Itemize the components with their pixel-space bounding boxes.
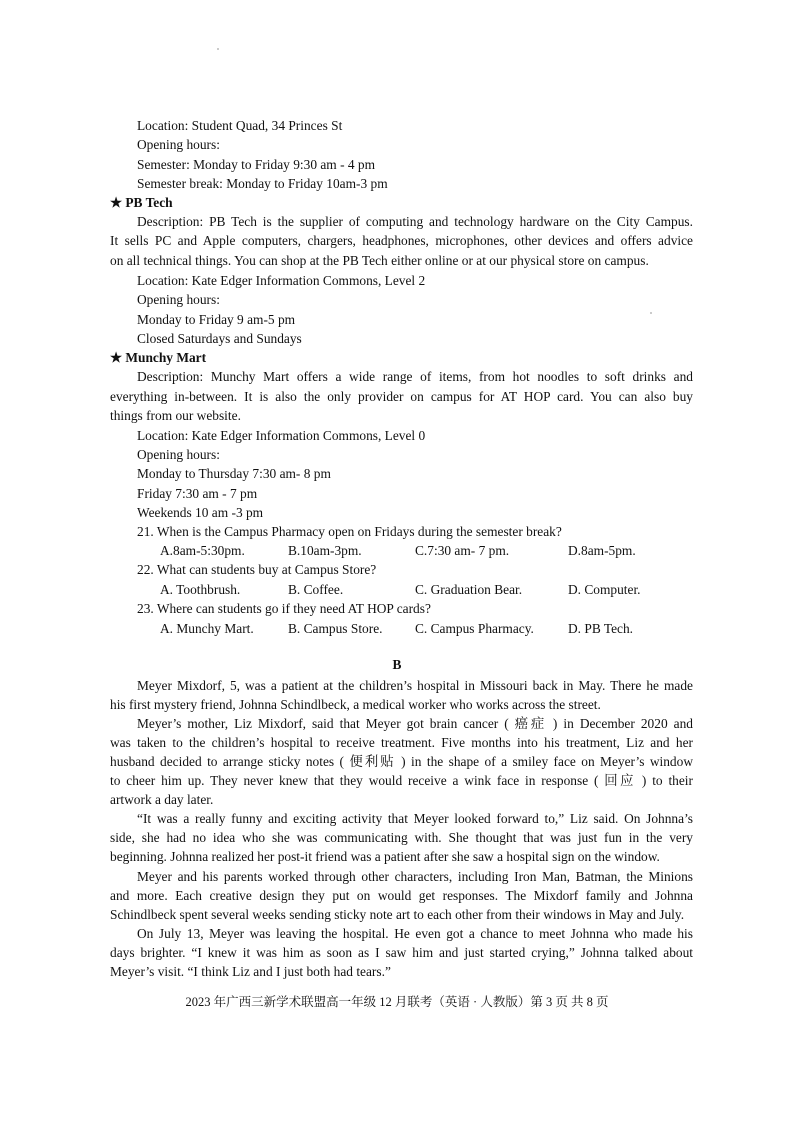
munchy-mart-desc-line: Description: Munchy Mart offers a wide range of items, from hot noodles to soft drinks and [137,369,693,384]
question-23-option-d[interactable]: D. PB Tech. [568,621,634,636]
question-23-stem: 23. Where can students go if they need AT HOP cards? [137,601,431,616]
pb-tech-location: Location: Kate Edger Information Commons, Level 2 [137,273,426,288]
campus-store-hours-label: Opening hours: [137,137,220,152]
passage-line: side, she had no idea who she was communicating with. She thought that was just fun in the very [110,830,693,845]
question-21-option-d[interactable]: D.8am-5pm. [568,543,636,558]
munchy-mart-hours-label: Opening hours: [137,447,220,462]
passage-line: his first mystery friend, Johnna Schindlbeck, a medical worker who works across the street. [110,697,601,712]
question-23-option-b[interactable]: B. Campus Store. [288,621,383,636]
passage-line: and more. Each creative design they put on would get responses. The Mixdorf family and Johnna [110,888,693,903]
campus-store-semester-hours: Semester: Monday to Friday 9:30 am - 4 pm [137,157,376,172]
pb-tech-desc-line: on all technical things. You can shop at the PB Tech either online or at our physical store on campus. [110,253,649,268]
munchy-mart-heading: ★ Munchy Mart [110,350,207,365]
pb-tech-desc-line: Description: PB Tech is the supplier of computing and technology hardware on the City Campus. [137,214,693,229]
question-22-stem: 22. What can students buy at Campus Store? [137,562,377,577]
munchy-mart-hours: Weekends 10 am -3 pm [137,505,264,520]
question-21-option-c[interactable]: C.7:30 am- 7 pm. [415,543,510,558]
passage-line: Meyer’s mother, Liz Mixdorf, said that Meyer got brain cancer ( 癌症 ) in December 2020 and [137,716,693,731]
munchy-mart-desc-line: everything in-between. It is also the only provider on campus for AT HOP card. You can also buy [110,389,693,404]
munchy-mart-hours: Friday 7:30 am - 7 pm [137,486,258,501]
munchy-mart-location: Location: Kate Edger Information Commons, Level 0 [137,428,426,443]
pb-tech-hours: Closed Saturdays and Sundays [137,331,302,346]
passage-line: Meyer Mixdorf, 5, was a patient at the children’s hospital in Missouri back in May. There he made [137,678,693,693]
passage-line: “It was a really funny and exciting activity that Meyer looked forward to,” Liz said. On Johnna’s [137,811,693,826]
campus-store-break-hours: Semester break: Monday to Friday 10am-3 pm [137,176,388,191]
passage-line: to cheer him up. They never knew that they would receive a wink face in response ( 回应 ) to their [110,773,693,788]
page-footer: 2023 年广西三新学术联盟高一年级 12 月联考（英语 · 人教版）第 3 页 共 8 页 [185,995,609,1009]
question-21-option-b[interactable]: B.10am-3pm. [288,543,362,558]
pb-tech-hours: Monday to Friday 9 am-5 pm [137,312,296,327]
pb-tech-desc-line: It sells PC and Apple computers, chargers, headphones, microphones, other devices and offers advice [110,233,693,248]
passage-line: beginning. Johnna realized her post-it friend was a patient after she saw a hospital sign on the window. [110,849,660,864]
munchy-mart-hours: Monday to Thursday 7:30 am- 8 pm [137,466,331,481]
passage-line: Meyer’s visit. “I think Liz and I just both had tears.” [110,964,391,979]
question-22-option-a[interactable]: A. Toothbrush. [160,582,241,597]
question-22-option-c[interactable]: C. Graduation Bear. [415,582,523,597]
passage-line: On July 13, Meyer was leaving the hospital. He even got a chance to meet Johnna who made his [137,926,693,941]
pb-tech-heading: ★ PB Tech [110,195,173,210]
passage-line: Meyer and his parents worked through other characters, including Iron Man, Batman, the Minions [137,869,693,884]
section-b-label: B [392,657,402,672]
question-22-option-d[interactable]: D. Computer. [568,582,641,597]
question-23-option-a[interactable]: A. Munchy Mart. [160,621,254,636]
question-23-option-c[interactable]: C. Campus Pharmacy. [415,621,534,636]
campus-store-location: Location: Student Quad, 34 Princes St [137,118,343,133]
passage-line: husband decided to arrange sticky notes ( 便利贴 ) in the shape of a smiley face on Meyer’s window [110,754,693,769]
question-21-stem: 21. When is the Campus Pharmacy open on Fridays during the semester break? [137,524,562,539]
munchy-mart-desc-line: things from our website. [110,408,241,423]
passage-line: days brighter. “I knew it was him as soon as I saw him and just started crying,” Johnna talked about [110,945,693,960]
pb-tech-hours-label: Opening hours: [137,292,220,307]
scan-speck [650,312,652,314]
scan-speck [217,48,219,50]
question-21-option-a[interactable]: A.8am-5:30pm. [160,543,245,558]
passage-line: artwork a day later. [110,792,214,807]
passage-line: Schindlbeck spent several weeks sending sticky note art to each other from their windows in May and July. [110,907,685,922]
question-22-option-b[interactable]: B. Coffee. [288,582,344,597]
passage-line: was taken to the children’s hospital to receive treatment. Five months into his treatment, Liz and her [110,735,693,750]
